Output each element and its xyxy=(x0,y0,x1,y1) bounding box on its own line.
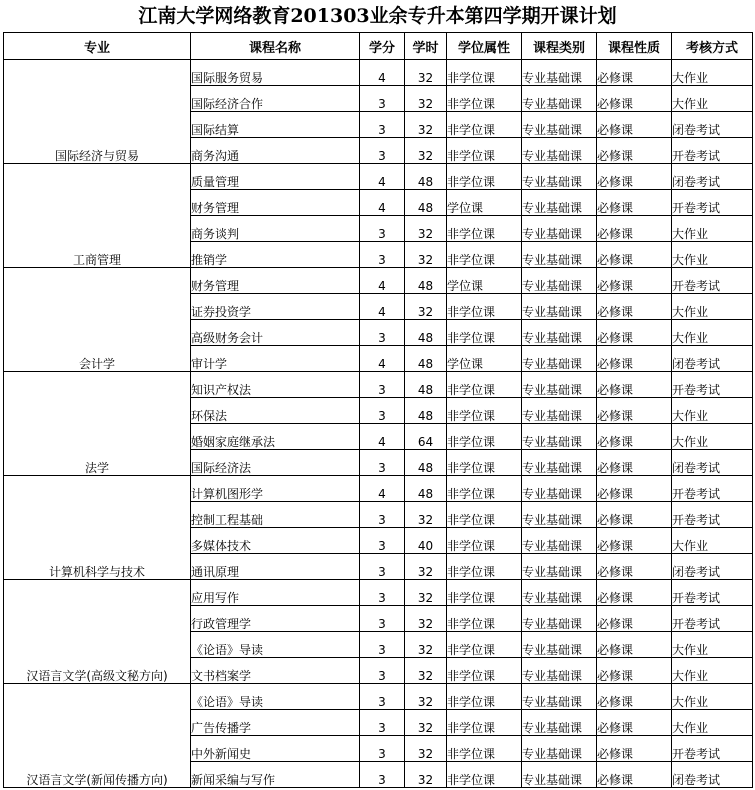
credit-cell: 3 xyxy=(360,580,405,606)
hours-cell: 32 xyxy=(405,762,447,788)
credit-cell: 3 xyxy=(360,502,405,528)
header-degree: 学位属性 xyxy=(447,33,522,60)
major-cell: 工商管理 xyxy=(4,164,191,268)
hours-cell: 32 xyxy=(405,216,447,242)
credit-cell: 3 xyxy=(360,658,405,684)
degree-cell: 非学位课 xyxy=(447,658,522,684)
nature-cell: 必修课 xyxy=(597,398,672,424)
category-cell: 专业基础课 xyxy=(522,216,597,242)
exam-cell: 大作业 xyxy=(672,632,753,658)
degree-cell: 非学位课 xyxy=(447,424,522,450)
nature-cell: 必修课 xyxy=(597,346,672,372)
nature-cell: 必修课 xyxy=(597,632,672,658)
degree-cell: 非学位课 xyxy=(447,528,522,554)
hours-cell: 32 xyxy=(405,502,447,528)
hours-cell: 48 xyxy=(405,398,447,424)
category-cell: 专业基础课 xyxy=(522,138,597,164)
header-row xyxy=(4,33,753,60)
nature-cell: 必修课 xyxy=(597,372,672,398)
category-cell: 专业基础课 xyxy=(522,528,597,554)
credit-cell: 4 xyxy=(360,294,405,320)
degree-cell: 非学位课 xyxy=(447,60,522,86)
course-name-cell: 商务谈判 xyxy=(191,216,360,242)
major-cell: 汉语言文学(高级文秘方向) xyxy=(4,580,191,684)
degree-cell: 非学位课 xyxy=(447,450,522,476)
credit-cell: 4 xyxy=(360,60,405,86)
hours-cell: 32 xyxy=(405,580,447,606)
exam-cell: 大作业 xyxy=(672,528,753,554)
nature-cell: 必修课 xyxy=(597,684,672,710)
credit-cell: 3 xyxy=(360,138,405,164)
category-cell: 专业基础课 xyxy=(522,476,597,502)
category-cell: 专业基础课 xyxy=(522,424,597,450)
exam-cell: 闭卷考试 xyxy=(672,554,753,580)
exam-cell: 闭卷考试 xyxy=(672,450,753,476)
nature-cell: 必修课 xyxy=(597,112,672,138)
hours-cell: 64 xyxy=(405,424,447,450)
category-cell: 专业基础课 xyxy=(522,606,597,632)
exam-cell: 开卷考试 xyxy=(672,736,753,762)
degree-cell: 非学位课 xyxy=(447,294,522,320)
nature-cell: 必修课 xyxy=(597,736,672,762)
credit-cell: 4 xyxy=(360,424,405,450)
hours-cell: 32 xyxy=(405,112,447,138)
nature-cell: 必修课 xyxy=(597,658,672,684)
hours-cell: 32 xyxy=(405,138,447,164)
degree-cell: 非学位课 xyxy=(447,502,522,528)
table-row xyxy=(4,372,753,398)
course-name-cell: 控制工程基础 xyxy=(191,502,360,528)
degree-cell: 非学位课 xyxy=(447,216,522,242)
course-name-cell: 应用写作 xyxy=(191,580,360,606)
course-name-cell: 新闻采编与写作 xyxy=(191,762,360,788)
course-name-cell: 证券投资学 xyxy=(191,294,360,320)
exam-cell: 闭卷考试 xyxy=(672,762,753,788)
course-name-cell: 中外新闻史 xyxy=(191,736,360,762)
credit-cell: 4 xyxy=(360,190,405,216)
nature-cell: 必修课 xyxy=(597,450,672,476)
category-cell: 专业基础课 xyxy=(522,190,597,216)
exam-cell: 大作业 xyxy=(672,86,753,112)
nature-cell: 必修课 xyxy=(597,710,672,736)
hours-cell: 48 xyxy=(405,346,447,372)
category-cell: 专业基础课 xyxy=(522,86,597,112)
credit-cell: 3 xyxy=(360,112,405,138)
exam-cell: 大作业 xyxy=(672,658,753,684)
header-credit: 学分 xyxy=(360,33,405,60)
header-exam: 考核方式 xyxy=(672,33,753,60)
exam-cell: 大作业 xyxy=(672,398,753,424)
header-hours: 学时 xyxy=(405,33,447,60)
category-cell: 专业基础课 xyxy=(522,320,597,346)
degree-cell: 非学位课 xyxy=(447,398,522,424)
header-major: 专业 xyxy=(4,33,191,60)
major-cell: 国际经济与贸易 xyxy=(4,60,191,164)
credit-cell: 3 xyxy=(360,554,405,580)
hours-cell: 48 xyxy=(405,164,447,190)
header-nature: 课程性质 xyxy=(597,33,672,60)
nature-cell: 必修课 xyxy=(597,528,672,554)
degree-cell: 非学位课 xyxy=(447,710,522,736)
category-cell: 专业基础课 xyxy=(522,346,597,372)
hours-cell: 32 xyxy=(405,736,447,762)
category-cell: 专业基础课 xyxy=(522,632,597,658)
hours-cell: 48 xyxy=(405,268,447,294)
nature-cell: 必修课 xyxy=(597,138,672,164)
course-name-cell: 商务沟通 xyxy=(191,138,360,164)
header-course-name: 课程名称 xyxy=(191,33,360,60)
exam-cell: 大作业 xyxy=(672,684,753,710)
hours-cell: 48 xyxy=(405,372,447,398)
course-name-cell: 《论语》导读 xyxy=(191,684,360,710)
credit-cell: 3 xyxy=(360,372,405,398)
category-cell: 专业基础课 xyxy=(522,164,597,190)
major-cell: 会计学 xyxy=(4,268,191,372)
credit-cell: 4 xyxy=(360,476,405,502)
course-name-cell: 财务管理 xyxy=(191,268,360,294)
exam-cell: 大作业 xyxy=(672,424,753,450)
category-cell: 专业基础课 xyxy=(522,736,597,762)
hours-cell: 32 xyxy=(405,242,447,268)
degree-cell: 非学位课 xyxy=(447,762,522,788)
exam-cell: 开卷考试 xyxy=(672,190,753,216)
degree-cell: 非学位课 xyxy=(447,138,522,164)
hours-cell: 48 xyxy=(405,476,447,502)
category-cell: 专业基础课 xyxy=(522,710,597,736)
category-cell: 专业基础课 xyxy=(522,554,597,580)
category-cell: 专业基础课 xyxy=(522,502,597,528)
credit-cell: 3 xyxy=(360,632,405,658)
degree-cell: 非学位课 xyxy=(447,684,522,710)
nature-cell: 必修课 xyxy=(597,294,672,320)
exam-cell: 开卷考试 xyxy=(672,580,753,606)
degree-cell: 非学位课 xyxy=(447,112,522,138)
credit-cell: 4 xyxy=(360,268,405,294)
exam-cell: 大作业 xyxy=(672,710,753,736)
nature-cell: 必修课 xyxy=(597,580,672,606)
course-name-cell: 推销学 xyxy=(191,242,360,268)
hours-cell: 32 xyxy=(405,86,447,112)
category-cell: 专业基础课 xyxy=(522,242,597,268)
category-cell: 专业基础课 xyxy=(522,268,597,294)
category-cell: 专业基础课 xyxy=(522,684,597,710)
nature-cell: 必修课 xyxy=(597,424,672,450)
credit-cell: 3 xyxy=(360,762,405,788)
degree-cell: 非学位课 xyxy=(447,736,522,762)
degree-cell: 学位课 xyxy=(447,346,522,372)
degree-cell: 非学位课 xyxy=(447,86,522,112)
table-body xyxy=(4,60,753,788)
degree-cell: 非学位课 xyxy=(447,476,522,502)
credit-cell: 3 xyxy=(360,684,405,710)
hours-cell: 32 xyxy=(405,606,447,632)
exam-cell: 闭卷考试 xyxy=(672,346,753,372)
degree-cell: 非学位课 xyxy=(447,242,522,268)
category-cell: 专业基础课 xyxy=(522,450,597,476)
degree-cell: 非学位课 xyxy=(447,320,522,346)
course-name-cell: 国际经济法 xyxy=(191,450,360,476)
exam-cell: 闭卷考试 xyxy=(672,112,753,138)
credit-cell: 3 xyxy=(360,710,405,736)
exam-cell: 开卷考试 xyxy=(672,502,753,528)
table-row xyxy=(4,580,753,606)
nature-cell: 必修课 xyxy=(597,60,672,86)
hours-cell: 40 xyxy=(405,528,447,554)
course-name-cell: 质量管理 xyxy=(191,164,360,190)
credit-cell: 3 xyxy=(360,86,405,112)
exam-cell: 开卷考试 xyxy=(672,372,753,398)
credit-cell: 4 xyxy=(360,164,405,190)
degree-cell: 非学位课 xyxy=(447,606,522,632)
table-row xyxy=(4,164,753,190)
nature-cell: 必修课 xyxy=(597,242,672,268)
course-name-cell: 国际服务贸易 xyxy=(191,60,360,86)
nature-cell: 必修课 xyxy=(597,216,672,242)
category-cell: 专业基础课 xyxy=(522,60,597,86)
exam-cell: 开卷考试 xyxy=(672,606,753,632)
course-plan-table xyxy=(3,32,753,788)
category-cell: 专业基础课 xyxy=(522,762,597,788)
degree-cell: 非学位课 xyxy=(447,580,522,606)
degree-cell: 学位课 xyxy=(447,268,522,294)
credit-cell: 4 xyxy=(360,346,405,372)
major-cell: 汉语言文学(新闻传播方向) xyxy=(4,684,191,788)
exam-cell: 开卷考试 xyxy=(672,268,753,294)
exam-cell: 开卷考试 xyxy=(672,476,753,502)
credit-cell: 3 xyxy=(360,736,405,762)
table-row xyxy=(4,476,753,502)
course-name-cell: 通讯原理 xyxy=(191,554,360,580)
exam-cell: 闭卷考试 xyxy=(672,164,753,190)
table-row xyxy=(4,684,753,710)
credit-cell: 3 xyxy=(360,242,405,268)
nature-cell: 必修课 xyxy=(597,268,672,294)
course-name-cell: 计算机图形学 xyxy=(191,476,360,502)
header-category: 课程类别 xyxy=(522,33,597,60)
course-name-cell: 国际经济合作 xyxy=(191,86,360,112)
nature-cell: 必修课 xyxy=(597,762,672,788)
major-cell: 计算机科学与技术 xyxy=(4,476,191,580)
nature-cell: 必修课 xyxy=(597,502,672,528)
course-name-cell: 广告传播学 xyxy=(191,710,360,736)
category-cell: 专业基础课 xyxy=(522,372,597,398)
course-name-cell: 文书档案学 xyxy=(191,658,360,684)
hours-cell: 32 xyxy=(405,710,447,736)
course-name-cell: 婚姻家庭继承法 xyxy=(191,424,360,450)
nature-cell: 必修课 xyxy=(597,86,672,112)
category-cell: 专业基础课 xyxy=(522,580,597,606)
hours-cell: 48 xyxy=(405,450,447,476)
exam-cell: 大作业 xyxy=(672,242,753,268)
course-name-cell: 《论语》导读 xyxy=(191,632,360,658)
hours-cell: 32 xyxy=(405,684,447,710)
nature-cell: 必修课 xyxy=(597,320,672,346)
exam-cell: 大作业 xyxy=(672,320,753,346)
hours-cell: 32 xyxy=(405,658,447,684)
table-row xyxy=(4,268,753,294)
document-title: 江南大学网络教育201303业余专升本第四学期开课计划 xyxy=(138,5,617,27)
credit-cell: 3 xyxy=(360,450,405,476)
hours-cell: 32 xyxy=(405,60,447,86)
category-cell: 专业基础课 xyxy=(522,658,597,684)
exam-cell: 开卷考试 xyxy=(672,138,753,164)
table-row xyxy=(4,60,753,86)
hours-cell: 32 xyxy=(405,554,447,580)
nature-cell: 必修课 xyxy=(597,476,672,502)
course-name-cell: 多媒体技术 xyxy=(191,528,360,554)
course-name-cell: 行政管理学 xyxy=(191,606,360,632)
credit-cell: 3 xyxy=(360,216,405,242)
degree-cell: 非学位课 xyxy=(447,632,522,658)
degree-cell: 非学位课 xyxy=(447,372,522,398)
hours-cell: 48 xyxy=(405,190,447,216)
hours-cell: 32 xyxy=(405,632,447,658)
category-cell: 专业基础课 xyxy=(522,398,597,424)
exam-cell: 大作业 xyxy=(672,294,753,320)
category-cell: 专业基础课 xyxy=(522,294,597,320)
credit-cell: 3 xyxy=(360,606,405,632)
nature-cell: 必修课 xyxy=(597,190,672,216)
hours-cell: 32 xyxy=(405,294,447,320)
major-cell: 法学 xyxy=(4,372,191,476)
degree-cell: 非学位课 xyxy=(447,554,522,580)
exam-cell: 大作业 xyxy=(672,60,753,86)
credit-cell: 3 xyxy=(360,320,405,346)
nature-cell: 必修课 xyxy=(597,164,672,190)
credit-cell: 3 xyxy=(360,528,405,554)
degree-cell: 学位课 xyxy=(447,190,522,216)
category-cell: 专业基础课 xyxy=(522,112,597,138)
course-name-cell: 国际结算 xyxy=(191,112,360,138)
exam-cell: 大作业 xyxy=(672,216,753,242)
course-name-cell: 审计学 xyxy=(191,346,360,372)
degree-cell: 非学位课 xyxy=(447,164,522,190)
hours-cell: 48 xyxy=(405,320,447,346)
course-name-cell: 高级财务会计 xyxy=(191,320,360,346)
nature-cell: 必修课 xyxy=(597,554,672,580)
credit-cell: 3 xyxy=(360,398,405,424)
course-name-cell: 知识产权法 xyxy=(191,372,360,398)
course-name-cell: 财务管理 xyxy=(191,190,360,216)
course-name-cell: 环保法 xyxy=(191,398,360,424)
nature-cell: 必修课 xyxy=(597,606,672,632)
